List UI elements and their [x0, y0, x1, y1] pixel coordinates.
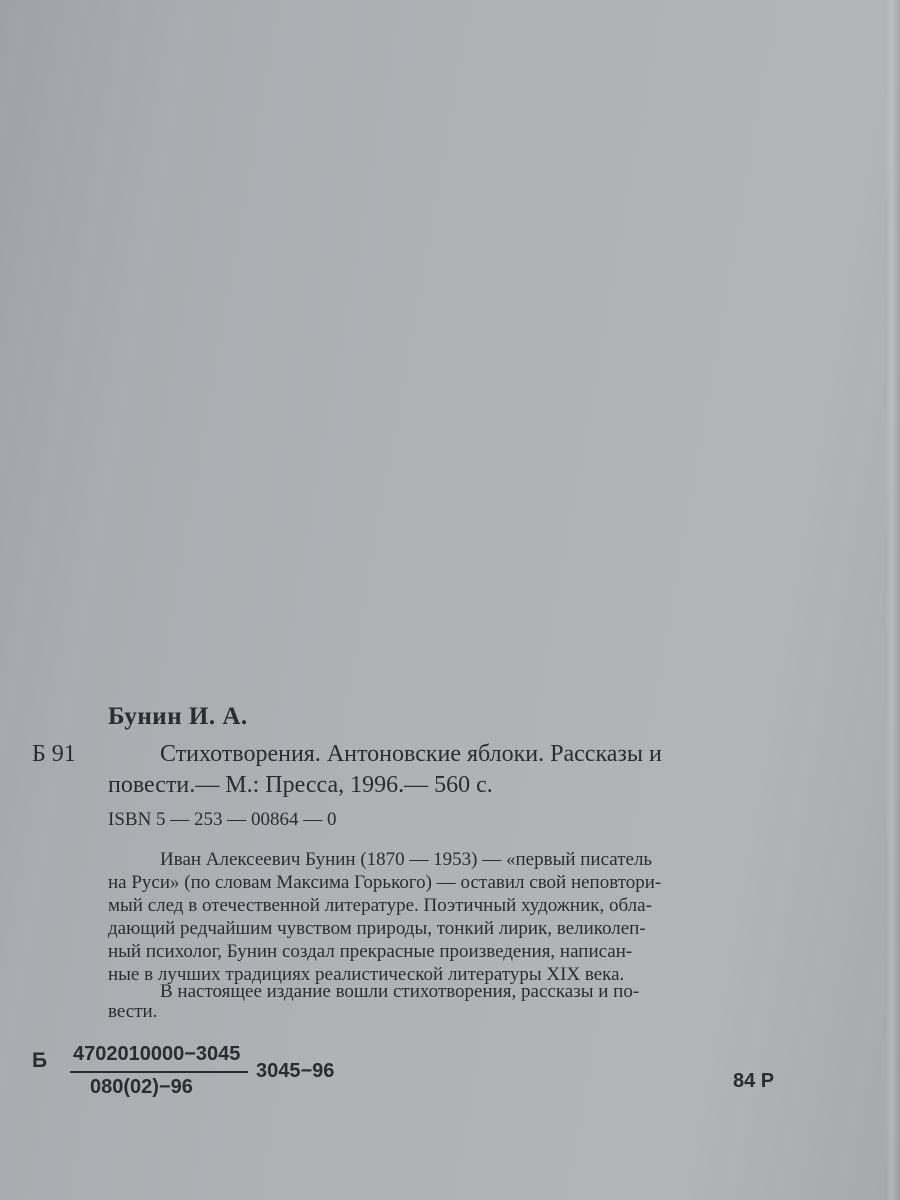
annotation-line: ные в лучших традициях реалистической литературы XIX века.: [108, 964, 625, 985]
author-name: Бунин И. А.: [108, 703, 248, 730]
isbn: ISBN 5 — 253 — 00864 — 0: [108, 809, 337, 830]
annotation-line: на Руси» (по словам Максима Горького) — оставил свой неповтори-: [108, 872, 662, 893]
fraction-rule: [70, 1071, 248, 1073]
author-code: Б 91: [32, 741, 76, 767]
page-edge: [886, 0, 900, 1200]
classification-letter: Б: [32, 1049, 48, 1072]
annotation-line: ный психолог, Бунин создал прекрасные произведения, написан-: [108, 941, 633, 962]
annotation-line: В настоящее издание вошли стихотворения, рассказы и по-: [160, 981, 640, 1002]
annotation-line: Иван Алексеевич Бунин (1870 — 1953) — «первый писатель: [160, 849, 653, 870]
annotation-line: дающий редчайшим чувством природы, тонкий лирик, великолеп-: [108, 918, 646, 939]
classification-numerator: 4702010000−3045: [73, 1043, 241, 1065]
title-line-2: повести.— М.: Пресса, 1996.— 560 с.: [108, 772, 493, 798]
classification-side: 3045−96: [256, 1060, 335, 1082]
annotation-line: вести.: [108, 1001, 158, 1022]
price: 84 Р: [733, 1070, 775, 1092]
annotation-line: мый след в отечественной литературе. Поэтичный художник, обла-: [108, 895, 652, 916]
title-line-1: Стихотворения. Антоновские яблоки. Рассказы и: [160, 741, 662, 767]
classification-denominator: 080(02)−96: [90, 1076, 193, 1098]
